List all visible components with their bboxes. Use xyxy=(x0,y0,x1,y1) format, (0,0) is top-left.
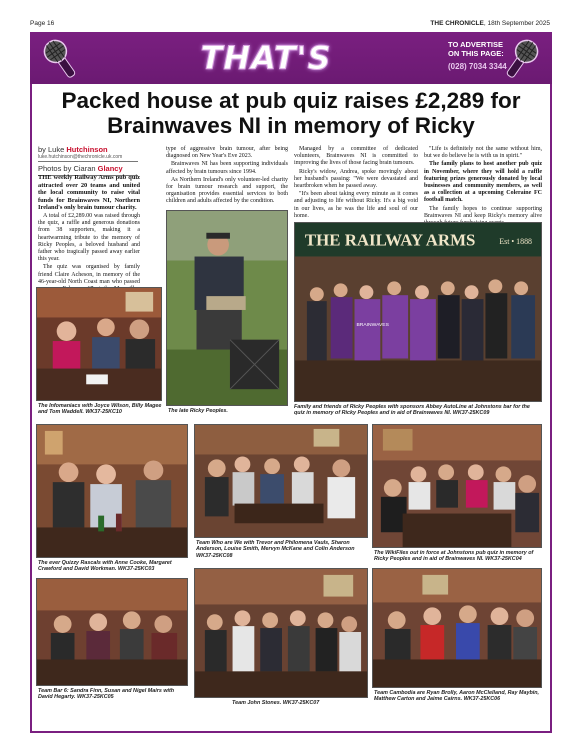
photographer-name: Glancy xyxy=(97,164,123,173)
caption-wikifiles: The WikiFiles out in force at Johnstons pub quiz in memory of Ricky Peoples and in aid of Brainwaves NI. WK37-25KC04 xyxy=(374,550,534,563)
pub-est-text: Est • 1888 xyxy=(499,236,533,246)
shirt-text: BRAINWAVES xyxy=(356,322,389,328)
photographer-prefix: Photos by Ciaran xyxy=(38,164,98,173)
photo-wikifiles xyxy=(372,424,542,548)
author-prefix: by Luke xyxy=(38,145,67,154)
page-number: Page 16 xyxy=(30,20,55,27)
headline: Packed house at pub quiz raises £2,289 for Brainwaves NI in memory of Ricky xyxy=(61,88,521,138)
frame-border-bottom xyxy=(30,731,552,733)
caption-infomaniacs: The Infomaniacs with Joyce Wilson, Billy Magee and Tom Waddell. WK37-25KC10 xyxy=(38,403,162,416)
article-column-3 xyxy=(294,146,418,221)
article-paragraph: "Life is definitely not the same without him, but we do believe he is with us in spirit." xyxy=(424,146,542,160)
issue-date: , 18th September 2025 xyxy=(483,20,550,27)
caption-cambodia: Team Cambodia are Ryan Brolly, Aaron McClelland, Ray Maybin, Matthew Carton and Jaime Cairns. WK37-25KC06 xyxy=(374,690,540,703)
section-banner xyxy=(30,32,552,84)
advert-line-1: TO ADVERTISE xyxy=(448,40,504,49)
article-paragraph: The quiz was organised by family friend Claire Acheson, in memory of the 46-year-old North Coast man who passed xyxy=(38,264,140,285)
banner-title: THAT'S xyxy=(200,39,332,77)
caption-who-are-we: Team Who are We with Trevor and Philomena Vauls, Sharon Anderson, Louise Smith, Mervyn McKane and Colin Anderson WK37-25KC08 xyxy=(196,540,355,559)
publication-name: THE CHRONICLE xyxy=(430,20,484,27)
photo-team-bar-6 xyxy=(36,578,188,686)
article-paragraph: Ricky's widow, Andrea, spoke movingly about her husband's passing: "We were devastated and heartbroken when he passed away. xyxy=(294,168,418,190)
caption-quizzy-rascals: The ever Quizzy Rascals with Anne Cooke, Margaret Crawford and David Workman. WK37-25KC03 xyxy=(38,560,172,573)
advert-line-2: ON THIS PAGE: xyxy=(448,49,504,58)
author-line xyxy=(38,145,138,154)
microphone-icon xyxy=(498,34,546,82)
article-paragraph: Brainwaves NI has been supporting individuals affected by brain tumours since 1994. xyxy=(166,161,288,175)
article-paragraph: A total of £2,289.00 was raised through the quiz, a raffle and generous donations from 38 supporters, making it a heartwarming tribute to the memory of Ricky Peoples, a beloved husband and father who tragically passed away earlier this year. xyxy=(38,212,140,263)
page-header xyxy=(30,20,550,30)
article-column-2 xyxy=(166,146,288,207)
photo-team-john-stones xyxy=(194,568,368,698)
caption-ricky: The late Ricky Peoples. xyxy=(168,408,228,414)
frame-border-right xyxy=(550,84,552,732)
photo-infomaniacs xyxy=(36,287,162,401)
byline xyxy=(38,145,138,176)
article-paragraph: The family plans to host another pub quiz in November, where they will hold a raffle featuring prizes generously donated by local businesses and community members, as well as a collection at a upcoming Coleraine FC football match. xyxy=(424,161,542,204)
advert-phone[interactable]: (028) 7034 3344 xyxy=(448,62,507,71)
article-paragraph: Managed by a committee of dedicated volunteers, Brainwaves NI is committed to improving the lives of those facing brain tumours. xyxy=(294,146,418,167)
article-column-4 xyxy=(424,146,542,228)
caption-bar-6: Team Bar 6: Sandra Finn, Susan and Nigel Mairs with David Hegarty. WK37-25KC05 xyxy=(38,688,175,701)
article-paragraph: THE weekly Railway Arms pub quiz attracted over 20 teams and united the local community to raise vital funds for Brainwaves NI, Northern Ireland's only brain tumour charity. xyxy=(38,174,140,212)
photo-ricky-peoples xyxy=(166,210,288,406)
caption-john-stones: Team John Stones. WK37-25KC07 xyxy=(232,700,320,706)
photo-team-cambodia xyxy=(372,568,542,688)
article-paragraph: As Northern Ireland's only volunteer-led charity for brain tumour research and support, the organisation provides essential services to both children and adults affected by the condition. xyxy=(166,176,288,205)
article-paragraph: type of aggressive brain tumour, after being diagnosed on New Year's Eve 2023. xyxy=(166,146,288,160)
publication-date xyxy=(430,20,550,30)
photo-quizzy-rascals xyxy=(36,424,188,558)
caption-family: Family and friends of Ricky Peoples with sponsors Abbey AutoLine at Johnstons bar for the quiz in memory of Ricky Peoples and in aid of Brainwaves NI. WK37-25KC09 xyxy=(294,404,530,417)
frame-border-left xyxy=(30,84,32,732)
article-paragraph: "It's been about taking every minute as it comes and adjusting to life without Ricky. It's a big void in our lives, as he was the life and soul of our home. xyxy=(294,191,418,219)
photo-family-railway-arms xyxy=(294,222,542,402)
photo-team-who-are-we xyxy=(194,424,368,538)
pub-sign-text: THE RAILWAY ARMS xyxy=(304,230,476,250)
author-email[interactable]: luke.hutchinson@thechronicle.uk.com xyxy=(38,154,138,162)
microphone-icon xyxy=(36,34,84,82)
author-name: Hutchinson xyxy=(66,145,108,154)
article-paragraph: The family hopes to continue supporting Brainwaves NI and keep Ricky's memory alive xyxy=(424,205,542,219)
